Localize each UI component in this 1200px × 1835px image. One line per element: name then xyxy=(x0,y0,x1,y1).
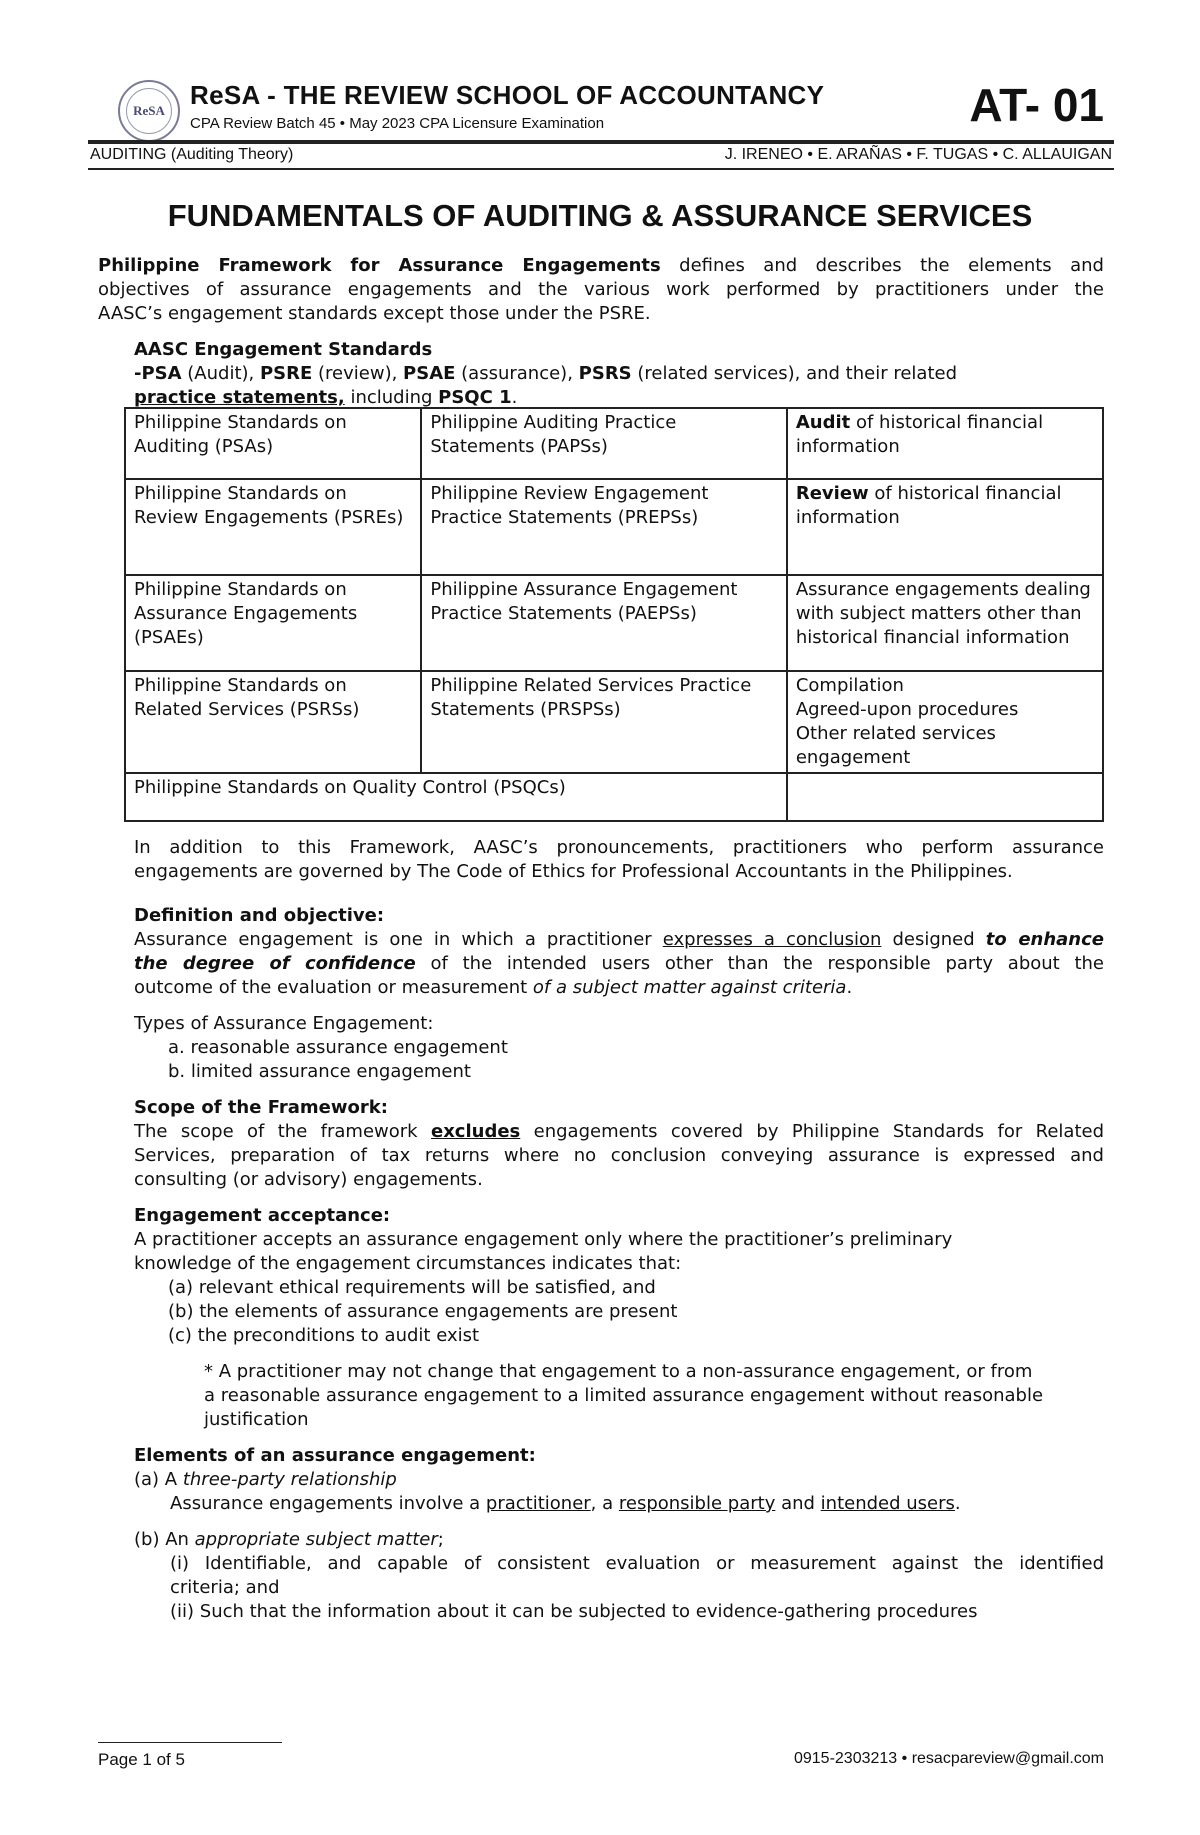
table-cell-empty xyxy=(787,773,1103,821)
table-cell xyxy=(787,408,1103,479)
page-number: Page 1 of 5 xyxy=(98,1750,185,1769)
intro-line-2: objectives of assurance engagements and the various work performed by practitioners under the xyxy=(98,279,1104,300)
footer-divider xyxy=(98,1742,282,1743)
resa-logo-seal xyxy=(118,80,180,142)
definition-text: . xyxy=(846,977,853,998)
scope-emphasis: excludes xyxy=(430,1121,521,1142)
cell-bold-term: Audit xyxy=(795,412,851,433)
document-code: AT- 01 xyxy=(969,79,1104,131)
elements-item-b xyxy=(134,1528,444,1552)
types-item-b: b. limited assurance engagement xyxy=(168,1061,471,1082)
contact-info: 0915-2303213 • resacpareview@gmail.com xyxy=(793,1750,1104,1767)
elements-item-b-ii: (ii) Such that the information about it can be subjected to evidence-gathering procedures xyxy=(170,1601,978,1622)
batch-info: CPA Review Batch 45 • May 2023 CPA Licensure Examination xyxy=(190,115,605,132)
aasc-text: (Audit), xyxy=(181,363,260,384)
acceptance-item-a: (a) relevant ethical requirements will be satisfied, and xyxy=(168,1277,656,1298)
scope-line-2: Services, preparation of tax returns where no conclusion conveying assurance is expressed and xyxy=(134,1145,1104,1166)
elements-text: (a) A xyxy=(134,1469,183,1490)
types-heading: Types of Assurance Engagement: xyxy=(134,1013,434,1034)
psre-term: PSRE xyxy=(259,363,313,384)
table-row xyxy=(125,773,1103,821)
scope-text: The scope of the framework xyxy=(134,1121,431,1142)
intro-line-1 xyxy=(98,254,1104,278)
elements-italic: appropriate subject matter xyxy=(194,1529,438,1550)
table-row xyxy=(125,408,1103,479)
acceptance-item-b: (b) the elements of assurance engagements are present xyxy=(168,1301,678,1322)
acceptance-line-2: knowledge of the engagement circumstances indicates that: xyxy=(134,1253,682,1274)
table-row xyxy=(125,575,1103,671)
intro-text: defines and describes the elements and xyxy=(660,255,1104,276)
psa-term: -PSA xyxy=(134,363,182,384)
cell-line: Other related services engagement xyxy=(795,723,996,768)
elements-text: Assurance engagements involve a xyxy=(170,1493,486,1514)
acceptance-note-2: a reasonable assurance engagement to a limited assurance engagement without reasonable xyxy=(204,1385,1044,1406)
table-cell: Philippine Assurance Engagement Practice Statements (PAEPSs) xyxy=(421,575,787,671)
aasc-text: including xyxy=(344,387,439,408)
cell-bold-term: Review xyxy=(795,483,869,504)
aasc-text: (assurance), xyxy=(455,363,579,384)
psae-term: PSAE xyxy=(403,363,456,384)
addition-line-2: engagements are governed by The Code of Ethics for Professional Accountants in the Philippines. xyxy=(134,861,1013,882)
school-name: ReSA - THE REVIEW SCHOOL OF ACCOUNTANCY xyxy=(190,80,825,110)
elements-item-b-i: (i) Identifiable, and capable of consistent evaluation or measurement against the identified xyxy=(170,1553,1104,1574)
scope-text: engagements covered by Philippine Standards for Related xyxy=(520,1121,1104,1142)
header-divider-thin xyxy=(88,168,1114,170)
elements-text: . xyxy=(954,1493,961,1514)
scope-line-1 xyxy=(134,1120,1104,1144)
elements-text: (b) An xyxy=(134,1529,195,1550)
aasc-heading: AASC Engagement Standards xyxy=(134,339,433,360)
table-cell xyxy=(787,671,1103,773)
cell-text: of historical financial information xyxy=(795,483,1062,528)
aasc-text: (related services), and their related xyxy=(631,363,958,384)
cell-line: Compilation xyxy=(795,675,904,696)
intro-term: Philippine Framework for Assurance Engagements xyxy=(98,255,661,276)
elements-text: and xyxy=(775,1493,821,1514)
subject-label: AUDITING (Auditing Theory) xyxy=(90,146,294,163)
table-cell: Philippine Standards on Review Engagements (PSREs) xyxy=(125,479,421,575)
definition-text: of the intended users other than the responsible party about the xyxy=(415,953,1105,974)
logo-text: ReSA xyxy=(126,88,172,134)
cell-text: of historical financial information xyxy=(795,412,1044,457)
intro-line-3: AASC’s engagement standards except those under the PSRE. xyxy=(98,303,651,324)
definition-emphasis: to enhance xyxy=(985,929,1104,950)
table-cell: Philippine Standards on Assurance Engagements (PSAEs) xyxy=(125,575,421,671)
types-item-a: a. reasonable assurance engagement xyxy=(168,1037,508,1058)
table-cell: Philippine Auditing Practice Statements (PAPSs) xyxy=(421,408,787,479)
acceptance-note-1: * A practitioner may not change that engagement to a non-assurance engagement, or from xyxy=(204,1361,1033,1382)
table-cell: Philippine Review Engagement Practice Statements (PREPSs) xyxy=(421,479,787,575)
definition-text: outcome of the evaluation or measurement xyxy=(134,977,533,998)
table-cell: Philippine Related Services Practice Statements (PRSPSs) xyxy=(421,671,787,773)
page-title: FUNDAMENTALS OF AUDITING & ASSURANCE SERVICES xyxy=(167,198,1033,233)
definition-emphasis: the degree of confidence xyxy=(134,953,416,974)
authors-label: J. IRENEO • E. ARAÑAS • F. TUGAS • C. ALLAUIGAN xyxy=(724,146,1112,163)
elements-italic: three-party relationship xyxy=(182,1469,397,1490)
table-row xyxy=(125,479,1103,575)
definition-line-3 xyxy=(134,976,852,1000)
acceptance-line-1: A practitioner accepts an assurance engagement only where the practitioner’s preliminary xyxy=(134,1229,953,1250)
practice-statements-term: practice statements, xyxy=(134,387,345,408)
elements-item-a xyxy=(134,1468,397,1492)
aasc-text: (review), xyxy=(312,363,404,384)
scope-heading: Scope of the Framework: xyxy=(134,1097,388,1118)
cell-line: Agreed-upon procedures xyxy=(795,699,1019,720)
definition-underline: expresses a conclusion xyxy=(662,929,882,950)
table-cell xyxy=(787,479,1103,575)
definition-line-1 xyxy=(134,928,1104,952)
definition-text: Assurance engagement is one in which a practitioner xyxy=(134,929,663,950)
header-divider xyxy=(88,140,1114,144)
table-cell: Philippine Standards on Quality Control (PSQCs) xyxy=(125,773,787,821)
psqc-term: PSQC 1 xyxy=(438,387,512,408)
definition-text: designed xyxy=(881,929,986,950)
acceptance-item-c: (c) the preconditions to audit exist xyxy=(168,1325,480,1346)
elements-text: ; xyxy=(437,1529,444,1550)
definition-italic: of a subject matter against criteria xyxy=(532,977,847,998)
elements-item-b-i-cont: criteria; and xyxy=(170,1577,280,1598)
aasc-text: . xyxy=(511,387,518,408)
aasc-line-1 xyxy=(134,362,957,386)
definition-heading: Definition and objective: xyxy=(134,905,385,926)
acceptance-heading: Engagement acceptance: xyxy=(134,1205,391,1226)
addition-line-1: In addition to this Framework, AASC’s pronouncements, practitioners who perform assurance xyxy=(134,837,1104,858)
standards-table xyxy=(124,407,1104,822)
table-cell: Philippine Standards on Auditing (PSAs) xyxy=(125,408,421,479)
elements-underline: intended users xyxy=(820,1493,955,1514)
table-cell: Philippine Standards on Related Services (PSRSs) xyxy=(125,671,421,773)
elements-heading: Elements of an assurance engagement: xyxy=(134,1445,536,1466)
table-cell: Assurance engagements dealing with subject matters other than historical financial information xyxy=(787,575,1103,671)
elements-underline: responsible party xyxy=(618,1493,776,1514)
definition-line-2 xyxy=(134,952,1104,976)
psrs-term: PSRS xyxy=(578,363,632,384)
table-row xyxy=(125,671,1103,773)
scope-line-3: consulting (or advisory) engagements. xyxy=(134,1169,483,1190)
acceptance-note-3: justification xyxy=(204,1409,309,1430)
elements-underline: practitioner xyxy=(485,1493,591,1514)
elements-text: , a xyxy=(590,1493,619,1514)
elements-item-a-detail xyxy=(170,1492,961,1516)
